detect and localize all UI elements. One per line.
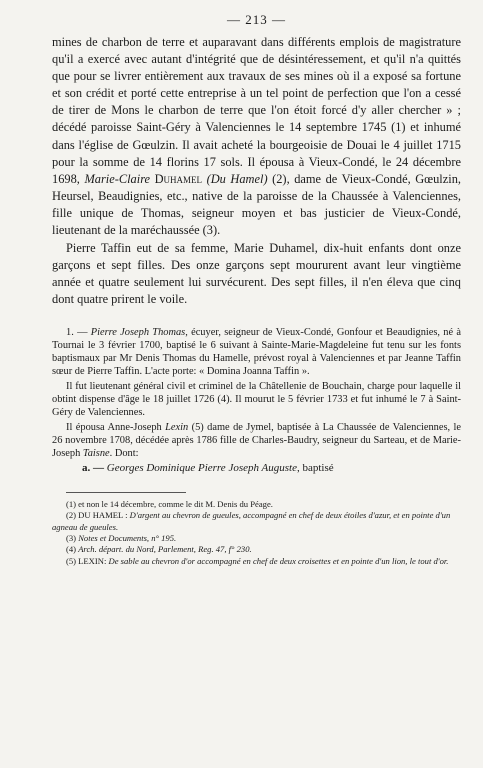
footnote-2 (52, 510, 461, 533)
footnote-3 (52, 533, 461, 544)
note-1-name: Pierre Joseph Thomas (90, 326, 186, 338)
main-text (52, 34, 461, 309)
footnote-4 (52, 544, 461, 555)
spouse-name: Marie-Claire (84, 171, 151, 186)
paragraph-2: Pierre Taffin eut de sa femme, Marie Duhamel, dix-huit enfants dont onze garçons et sept filles. Des onze garçons sept moururent avant leur vingtième année et quatre seulement lui survécurent. Des sept filles, il n'en éleva que cinq dont quatre prirent le voile. (52, 241, 461, 307)
note-1-paragraph-3 (52, 421, 461, 461)
footnotes (52, 499, 461, 567)
note-1-paragraph-2: Il fut lieutenant général civil et criminel de la Châtellenie de Bouchain, charge pour laquelle il obtint dispense d'âge le 18 juillet 1726 (4). Il mourut le 5 février 1733 et fut inhumé le 7 à Saint-Géry de Valenciennes. (52, 380, 461, 419)
footnote-5-label: (5) LEXIN: (66, 555, 107, 566)
footnote-3-text: Notes et Documents, n° 195. (78, 532, 177, 543)
sub-entry-a (52, 462, 461, 475)
note-1-p3-middle: (5) dame de Jymel, baptisée à La Chaussée de Valenciennes, le 26 novembre 1708, décédée après 1786 fille de Charles-Baudry, seigneur du Sarteau, et de Marie-Joseph (52, 421, 461, 460)
spouse-alt-name: (Du Hamel) (206, 171, 268, 186)
note-1-text: , écuyer, seigneur de Vieux-Condé, Gonfour et Beaudignies, né à Tournai le 3 février 1700, baptisé le 6 suivant à Sainte-Marie-Magdeleine fut tenu sur les fonts baptismaux par Mr Denis Thomas du Hamelle, prévost royal à Valenciennes et par Jeanne Taffin sœur de Pierre Taffin. L'acte porte: « Domina Joanna Taffin ». (52, 326, 461, 378)
note-1-number: 1. — (66, 326, 88, 338)
sub-entry-a-name: Georges Dominique Pierre Joseph Auguste (106, 462, 297, 475)
footnote-1: (1) et non le 14 décembre, comme le dit M. Denis du Péage. (66, 498, 273, 509)
sub-entry-a-text: , baptisé (296, 462, 334, 475)
paragraph-1 (52, 34, 461, 239)
note-1-p3-end: . Dont: (109, 448, 139, 460)
footnote-3-label: (3) (66, 532, 77, 543)
footnote-2-text: D'argent au chevron de gueules, accompagné en chef de deux étoiles d'azur, et en pointe d'un agneau de gueules. (52, 510, 451, 532)
footnote-divider (66, 492, 186, 493)
note-1-p3-name2: Taisne (82, 448, 110, 460)
sub-entry-a-label: a. — (82, 462, 104, 475)
genealogy-notes (52, 326, 461, 476)
page-number: — 213 — (227, 12, 286, 27)
footnote-5 (52, 556, 461, 567)
footnote-4-text: Arch. départ. du Nord, Parlement, Reg. 47, f° 230. (78, 544, 252, 555)
footnote-2-label: (2) DU HAMEL : (66, 510, 128, 521)
paragraph-1-end: (2), dame de Vieux-Condé, Gœulzin, Heursel, Beaudignies, etc., native de la paroisse de la Chaussée à Valenciennes, fille unique de Thomas, seigneur moyen et bas justicier de Vieux-Condé, lieutenant de la maréchaussée (3). (52, 171, 461, 238)
paragraph-1-text: mines de charbon de terre et auparavant dans différents emplois de magistrature qu'il a exercé avec autant d'intégrité que de désintéressement, et qu'il n'a quittés que pour se livrer entièrement aux travaux de ses mines où il a exposé sa fortune et son crédit et porté cette entreprise à un tel point de perfection que l'on a cessé de tirer de Mons le charbon de terre que l'on étoit forcé d'y aller chercher » ; décédé paroisse Saint-Géry à Valenciennes le 14 septembre 1745 (1) et inhumé dans l'église de Gœulzin. Il avait acheté la bourgeoisie de Douai le 4 juillet 1715 pour la somme de 14 florins 17 sols. Il épousa à Vieux-Condé, le 24 décembre 1698, (52, 35, 461, 186)
note-1 (52, 326, 461, 379)
footnote-4-label: (4) (66, 544, 77, 555)
spouse-surname: Duhamel (154, 171, 203, 186)
note-1-p3-name: Lexin (165, 421, 189, 433)
footnote-5-text: De sable au chevron d'or accompagné en chef de deux croisettes et en pointe d'un lion, le tout d'or. (108, 555, 449, 566)
note-1-p3-start: Il épousa Anne-Joseph (66, 421, 166, 433)
